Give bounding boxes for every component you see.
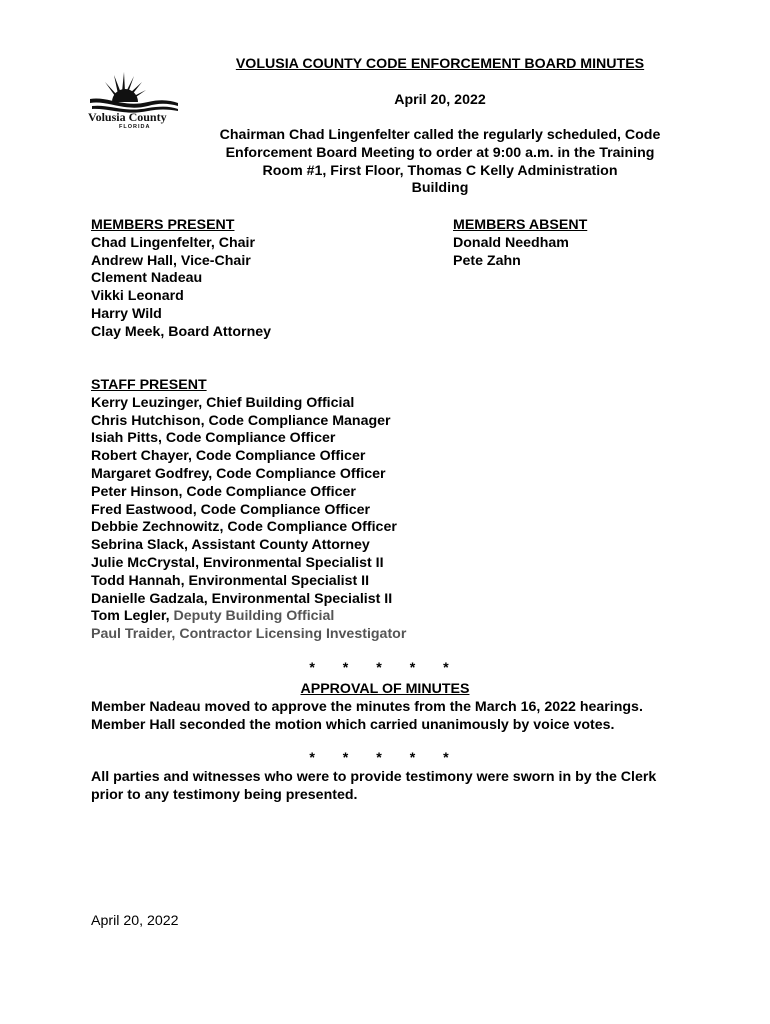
member-name: Vikki Leonard — [91, 288, 184, 305]
staff-name: Sebrina Slack, Assistant County Attorney — [91, 537, 370, 554]
staff-name: Robert Chayer, Code Compliance Officer — [91, 448, 366, 465]
staff-name: Fred Eastwood, Code Compliance Officer — [91, 501, 371, 518]
staff-name: Chris Hutchison, Code Compliance Manager — [91, 412, 391, 429]
intro-line: Room #1, First Floor, Thomas C Kelly Administration — [262, 162, 618, 179]
svg-text:Volusia County: Volusia County — [88, 110, 167, 124]
intro-paragraph — [195, 127, 685, 198]
staff-name: Isiah Pitts, Code Compliance Officer — [91, 430, 336, 447]
svg-text:FLORIDA: FLORIDA — [119, 124, 151, 130]
approval-line: Member Hall seconded the motion which carried unanimously by voice votes. — [91, 716, 615, 733]
members-absent-section — [453, 217, 587, 270]
member-name: Chad Lingenfelter, Chair — [91, 234, 255, 251]
sworn-paragraph — [91, 769, 691, 805]
members-present-heading: MEMBERS PRESENT — [91, 217, 235, 233]
approval-paragraph — [91, 699, 691, 735]
staff-name: Margaret Godfrey, Code Compliance Officer — [91, 465, 386, 482]
sworn-line: prior to any testimony being presented. — [91, 786, 358, 803]
intro-line: Chairman Chad Lingenfelter called the regularly scheduled, Code — [219, 127, 661, 143]
staff-present-heading: STAFF PRESENT — [91, 377, 207, 393]
staff-name: Debbie Zechnowitz, Code Compliance Officer — [91, 519, 397, 536]
staff-name: Paul Traider, Contractor Licensing Investigator — [91, 626, 407, 643]
intro-line: Building — [411, 180, 469, 197]
sworn-line: All parties and witnesses who were to provide testimony were sworn in by the Clerk — [91, 769, 657, 785]
section-separator: * * * * * — [309, 660, 461, 676]
member-name: Andrew Hall, Vice-Chair — [91, 252, 251, 269]
volusia-county-logo — [88, 72, 180, 130]
approval-line: Member Nadeau moved to approve the minutes from the March 16, 2022 hearings. — [91, 699, 643, 715]
staff-name: Kerry Leuzinger, Chief Building Official — [91, 394, 355, 411]
staff-name-legler: Tom Legler, — [91, 608, 174, 625]
absent-member-name: Pete Zahn — [453, 252, 521, 269]
staff-name: Todd Hannah, Environmental Specialist II — [91, 572, 370, 589]
members-absent-heading: MEMBERS ABSENT — [453, 217, 588, 233]
staff-name — [91, 608, 406, 626]
staff-name: Danielle Gadzala, Environmental Specialist II — [91, 590, 393, 607]
footer-date: April 20, 2022 — [91, 913, 179, 929]
member-name: Clay Meek, Board Attorney — [91, 323, 272, 340]
member-name: Clement Nadeau — [91, 270, 203, 287]
staff-name: Peter Hinson, Code Compliance Officer — [91, 483, 356, 500]
member-name: Harry Wild — [91, 305, 162, 322]
approval-heading: APPROVAL OF MINUTES — [300, 681, 470, 697]
document-title: VOLUSIA COUNTY CODE ENFORCEMENT BOARD MINUTES — [235, 56, 645, 72]
section-separator: * * * * * — [309, 750, 461, 766]
absent-member-name: Donald Needham — [453, 234, 569, 251]
meeting-date: April 20, 2022 — [394, 92, 486, 108]
staff-present-section — [91, 377, 406, 644]
staff-title-legler: Deputy Building Official — [173, 608, 335, 625]
staff-name: Julie McCrystal, Environmental Specialist II — [91, 554, 384, 571]
intro-line: Enforcement Board Meeting to order at 9:00 a.m. in the Training — [225, 144, 655, 161]
members-present-section — [91, 217, 271, 342]
